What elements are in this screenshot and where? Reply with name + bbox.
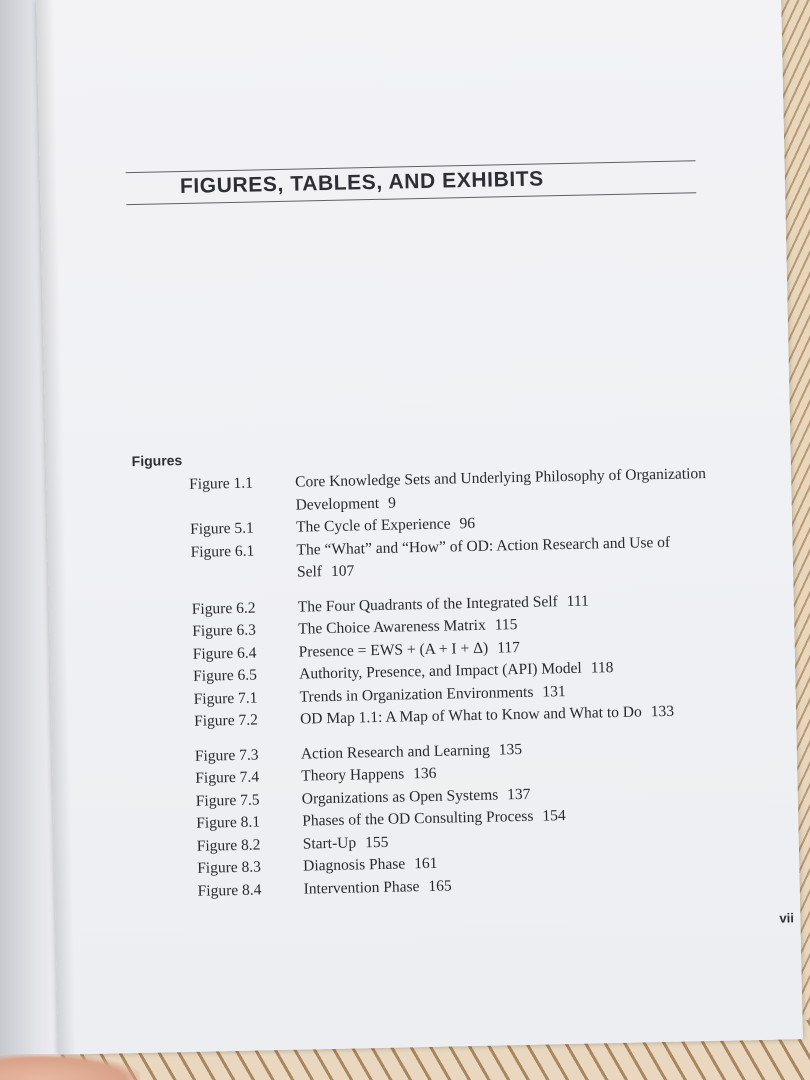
figure-label: Figure 8.4	[197, 880, 262, 900]
figure-title: Authority, Presence, and Impact (API) Model 118	[298, 659, 614, 683]
figure-title: Trends in Organization Environments 131	[299, 682, 566, 706]
figure-title: OD Map 1.1: A Map of What to Know and What to Do 133	[299, 702, 675, 728]
figure-title: Action Research and Learning 135	[300, 740, 523, 763]
figure-label: Figure 7.1	[193, 689, 258, 708]
figure-page: 135	[498, 740, 523, 758]
figure-label: Figure 8.3	[197, 858, 262, 877]
figure-label: Figure 6.1	[190, 542, 255, 561]
figure-page: 133	[650, 702, 675, 721]
thumb	[0, 1054, 140, 1080]
figure-label: Figure 7.3	[194, 746, 259, 765]
figure-page: 154	[542, 807, 566, 825]
figure-page: 161	[414, 854, 438, 873]
section-title: Figures	[131, 452, 183, 470]
figure-list	[189, 463, 718, 903]
figure-page: 115	[494, 616, 518, 634]
figure-page: 136	[412, 764, 437, 783]
figure-title: Theory Happens 136	[301, 764, 437, 785]
figure-label: Figure 6.2	[191, 599, 256, 618]
figure-page: 165	[428, 876, 452, 895]
figure-page: 118	[590, 659, 614, 677]
figure-page: 96	[459, 514, 476, 533]
figure-label: Figure 7.5	[195, 790, 260, 810]
figure-title: The “What” and “How” of OD: Action Research and Use of Self 107	[296, 533, 671, 581]
figure-title: Presence = EWS + (A + I + Δ) 117	[298, 638, 521, 661]
figure-title: The Four Quadrants of the Integrated Self 111	[297, 592, 589, 616]
figure-page: 9	[387, 494, 397, 512]
figure-title: Diagnosis Phase 161	[303, 854, 438, 875]
figure-page: 155	[364, 833, 389, 851]
figure-title: Core Knowledge Sets and Underlying Philosophy of Organization Development 9	[294, 465, 707, 514]
figure-label: Figure 1.1	[189, 474, 254, 493]
figure-page: 117	[497, 638, 521, 656]
figure-label: Figure 6.5	[193, 666, 258, 685]
figure-title: Start-Up 155	[302, 833, 389, 853]
figure-title: Intervention Phase 165	[303, 876, 452, 898]
figure-title: Organizations as Open Systems 137	[301, 785, 531, 808]
book-page	[36, 0, 803, 1055]
figure-label: Figure 6.4	[192, 644, 257, 663]
figure-title: Phases of the OD Consulting Process 154	[302, 807, 566, 830]
figure-page: 137	[507, 785, 531, 803]
figure-label: Figure 5.1	[189, 519, 255, 538]
figure-label: Figure 6.3	[192, 621, 257, 640]
figure-title: The Cycle of Experience 96	[295, 514, 476, 536]
figure-label: Figure 7.2	[193, 711, 259, 730]
figure-page: 111	[566, 592, 589, 610]
figure-page: 107	[330, 562, 355, 580]
figure-label: Figure 8.1	[196, 813, 261, 832]
figure-title: The Choice Awareness Matrix 115	[298, 616, 518, 638]
figure-label: Figure 8.2	[196, 835, 261, 855]
page-heading: FIGURES, TABLES, AND EXHIBITS	[179, 167, 545, 199]
figure-page: 131	[542, 682, 566, 701]
figure-label: Figure 7.4	[195, 768, 260, 787]
page-number: vii	[779, 910, 795, 926]
